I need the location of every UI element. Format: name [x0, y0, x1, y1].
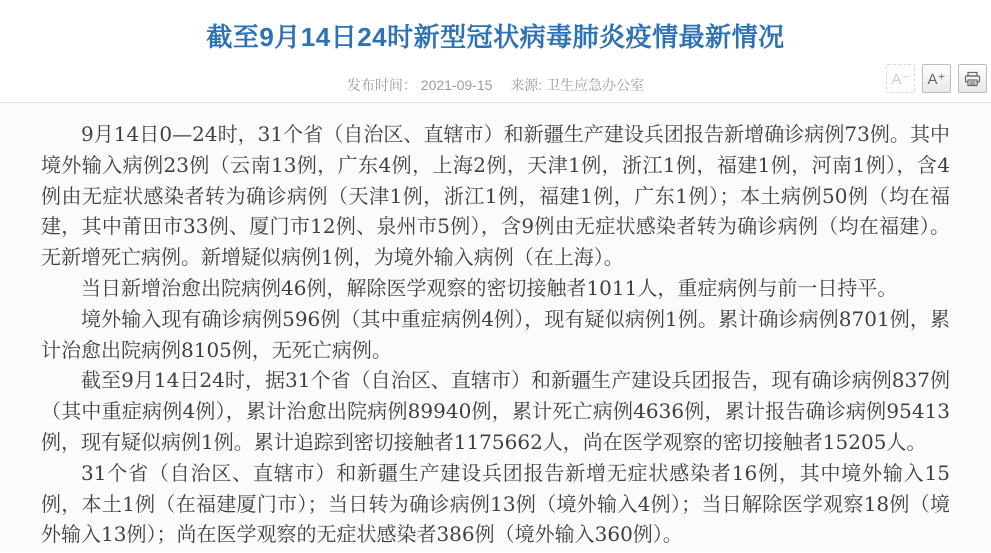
article-paragraph: 截至9月14日24时，据31个省（自治区、直辖市）和新疆生产建设兵团报告，现有确诊病例837例（其中重症病例4例），累计治愈出院病例89940例，累计死亡病例4636例，累计报告确诊病例95413例，现有疑似病例1例。累计追踪到密切接触者1175662人，尚在医学观察的密切接触者15205人。 — [41, 368, 950, 454]
page-title: 截至9月14日24时新型冠状病毒肺炎疫情最新情况 — [206, 22, 785, 52]
source-value: 卫生应急办公室 — [546, 77, 645, 93]
article-meta — [0, 75, 991, 95]
source — [510, 77, 644, 93]
source-label: 来源: — [510, 77, 543, 93]
publish-time — [347, 77, 493, 93]
article-paragraph: 9月14日0—24时，31个省（自治区、直辖市）和新疆生产建设兵团报告新增确诊病例73例。其中境外输入病例23例（云南13例，广东4例，上海2例，天津1例，浙江1例，福建1例，河南1例），含4例由无症状感染者转为确诊病例（天津1例，浙江1例，福建1例，广东1例）；本土病例50例（均在福建，其中莆田市33例、厦门市12例、泉州市5例），含9例由无症状感染者转为确诊病例（均在福建）。无新增死亡病例。新增疑似病例1例，为境外输入病例（在上海）。 — [41, 122, 950, 270]
publish-date: 2021-09-15 — [420, 77, 493, 93]
article-paragraph: 31个省（自治区、直辖市）和新疆生产建设兵团报告新增无症状感染者16例，其中境外输入15例，本土1例（在福建厦门市）；当日转为确诊病例13例（境外输入4例）；当日解除医学观察18例（境外输入13例）；尚在医学观察的无症状感染者386例（境外输入360例）。 — [41, 460, 950, 547]
article-body — [0, 103, 991, 552]
article-toolbar — [886, 64, 987, 93]
article-header — [0, 0, 991, 103]
article-paragraph: 境外输入现有确诊病例596例（其中重症病例4例），现有疑似病例1例。累计确诊病例8701例，累计治愈出院病例8105例，无死亡病例。 — [41, 306, 950, 362]
publish-time-label: 发布时间： — [346, 77, 417, 93]
font-decrease-button[interactable]: A⁻ — [886, 64, 915, 93]
printer-icon — [964, 71, 981, 87]
font-increase-button[interactable]: A⁺ — [922, 64, 951, 93]
print-button[interactable] — [958, 64, 987, 93]
article-paragraph: 当日新增治愈出院病例46例，解除医学观察的密切接触者1011人，重症病例与前一日持平。 — [81, 275, 898, 300]
